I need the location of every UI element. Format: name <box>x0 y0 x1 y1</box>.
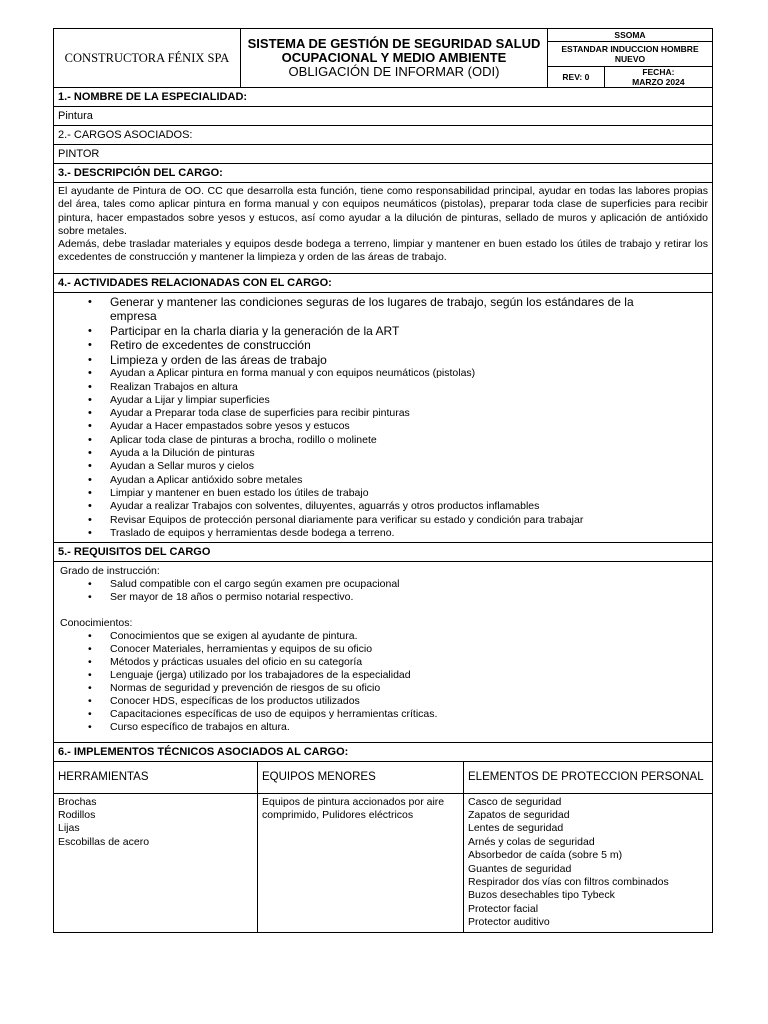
section-3-heading: 3.- DESCRIPCIÓN DEL CARGO: <box>53 164 713 183</box>
section-6-heading: 6.- IMPLEMENTOS TÉCNICOS ASOCIADOS AL CARGO: <box>53 743 713 762</box>
education-label: Grado de instrucción: <box>60 565 160 578</box>
list-item: • Conocimientos que se exigen al ayudante de pintura. <box>88 630 708 643</box>
tools-cell <box>54 793 258 932</box>
requirements <box>53 562 713 743</box>
section-4-heading: 4.- ACTIVIDADES RELACIONADAS CON EL CARGO: <box>53 274 713 293</box>
date-value: MARZO 2024 <box>632 76 685 87</box>
date-label: FECHA: <box>642 66 675 77</box>
list-item: Buzos desechables tipo Tybeck <box>468 889 615 902</box>
list-item: • Conocer Materiales, herramientas y equipos de su oficio <box>88 643 708 656</box>
description-paragraph: El ayudante de Pintura de OO. CC que desarrolla esta función, tiene como responsabilidad principal, ayudar en todas las labores propias del área, tales como aplicar pintura en forma manual y con equipos neumáticos (pistolas), preparar toda clase de superficies para recibir pintura, hacer empastados sobre yesos y estucos, así como ayudar a la dilución de pinturas, sellado de muros y aplicación de antióxido sobre metales. <box>58 185 708 237</box>
list-item: Lijas <box>58 822 80 835</box>
list-item: • Ser mayor de 18 años o permiso notarial respectivo. <box>88 591 708 604</box>
list-item: Protector facial <box>468 902 539 915</box>
list-item: • Ayudan a Sellar muros y cielos <box>88 460 708 473</box>
activities-list <box>53 293 713 543</box>
list-item: • Ayuda a la Dilución de pinturas <box>88 447 708 460</box>
knowledge-label: Conocimientos: <box>60 617 133 630</box>
list-item: • Capacitaciones específicas de uso de equipos y herramientas críticas. <box>88 708 708 721</box>
list-item: • Aplicar toda clase de pinturas a brocha, rodillo o molinete <box>88 434 708 447</box>
list-item: Respirador dos vías con filtros combinados <box>468 876 669 889</box>
doc-name: ESTANDAR INDUCCION HOMBRE NUEVO <box>548 42 713 66</box>
list-item: Brochas <box>58 795 97 808</box>
section-5-heading: 5.- REQUISITOS DEL CARGO <box>53 543 713 562</box>
list-item: • Ayudar a Hacer empastados sobre yesos y estucos <box>88 420 708 433</box>
list-item: Guantes de seguridad <box>468 862 572 875</box>
description-paragraph: Además, debe trasladar materiales y equipos desde bodega a terreno, limpiar y mantener en buen estado los útiles de trabajo y retirar los excedentes de construcción y mantener la limpieza y orden de las áreas de trabajo. <box>58 238 708 264</box>
list-item: • Limpiar y mantener en buen estado los útiles de trabajo <box>88 487 708 500</box>
list-item: Casco de seguridad <box>468 795 562 808</box>
list-item: Zapatos de seguridad <box>468 809 570 822</box>
list-item: • Traslado de equipos y herramientas desde bodega a terreno. <box>88 527 708 540</box>
document-title <box>241 29 548 88</box>
list-item: • Conocer HDS, específicas de los productos utilizados <box>88 695 708 708</box>
system-title: SISTEMA DE GESTIÓN DE SEGURIDAD SALUD OCUPACIONAL Y MEDIO AMBIENTE <box>247 36 541 65</box>
doc-code: SSOMA <box>548 29 713 42</box>
knowledge-list <box>60 630 708 734</box>
list-item: • Ayudar a Lijar y limpiar superficies <box>88 394 708 407</box>
position-value: PINTOR <box>53 145 713 164</box>
col-header-tools: HERRAMIENTAS <box>54 762 258 793</box>
list-item: Rodillos <box>58 809 96 822</box>
position-description <box>53 183 713 274</box>
col-header-ppe: ELEMENTOS DE PROTECCION PERSONAL <box>464 762 713 793</box>
list-item: • Ayudar a Preparar toda clase de superficies para recibir pinturas <box>88 407 708 420</box>
odi-title: OBLIGACIÓN DE INFORMAR (ODI) <box>288 64 500 79</box>
list-item: • Ayudan a Aplicar pintura en forma manual y con equipos neumáticos (pistolas) <box>88 367 708 380</box>
equipment-text: Equipos de pintura accionados por aire comprimido, Pulidores eléctricos <box>262 795 445 822</box>
list-item: • Salud compatible con el cargo según examen pre ocupacional <box>88 578 708 591</box>
date-cell <box>604 66 712 87</box>
list-item: • Curso específico de trabajos en altura. <box>88 721 708 734</box>
list-item: • Participar en la charla diaria y la generación de la ART <box>88 324 708 339</box>
specialty-value: Pintura <box>53 107 713 126</box>
list-item: Lentes de seguridad <box>468 822 564 835</box>
list-item: • Generar y mantener las condiciones seguras de los lugares de trabajo, según los estándares de la empresa <box>88 295 708 324</box>
list-item: Protector auditivo <box>468 916 550 929</box>
education-list <box>60 578 708 604</box>
col-header-equipment: EQUIPOS MENORES <box>258 762 464 793</box>
section-1-heading: 1.- NOMBRE DE LA ESPECIALIDAD: <box>53 88 713 107</box>
document-header <box>53 28 713 88</box>
document-page <box>53 28 713 933</box>
company-name: CONSTRUCTORA FÉNIX SPA <box>54 29 241 88</box>
list-item: • Ayudar a realizar Trabajos con solventes, diluyentes, aguarrás y otros productos inflamables <box>88 500 708 513</box>
list-item: • Normas de seguridad y prevención de riesgos de su oficio <box>88 682 708 695</box>
list-item: • Revisar Equipos de protección personal diariamente para verificar su estado y condición para trabajar <box>88 514 708 527</box>
list-item: Absorbedor de caída (sobre 5 m) <box>468 849 623 862</box>
list-item: • Métodos y prácticas usuales del oficio en su categoría <box>88 656 708 669</box>
list-item: • Ayudan a Aplicar antióxido sobre metales <box>88 474 708 487</box>
list-item: Escobillas de acero <box>58 835 150 848</box>
ppe-cell <box>464 793 713 932</box>
list-item: • Lenguaje (jerga) utilizado por los trabajadores de la especialidad <box>88 669 708 682</box>
implements-table <box>53 762 713 933</box>
list-item: • Retiro de excedentes de construcción <box>88 338 708 353</box>
list-item: • Limpieza y orden de las áreas de trabajo <box>88 353 708 368</box>
equipment-cell <box>258 793 464 932</box>
list-item: Arnés y colas de seguridad <box>468 835 595 848</box>
section-2-heading: 2.- CARGOS ASOCIADOS: <box>53 126 713 145</box>
revision: REV: 0 <box>548 66 605 87</box>
list-item: • Realizan Trabajos en altura <box>88 381 708 394</box>
